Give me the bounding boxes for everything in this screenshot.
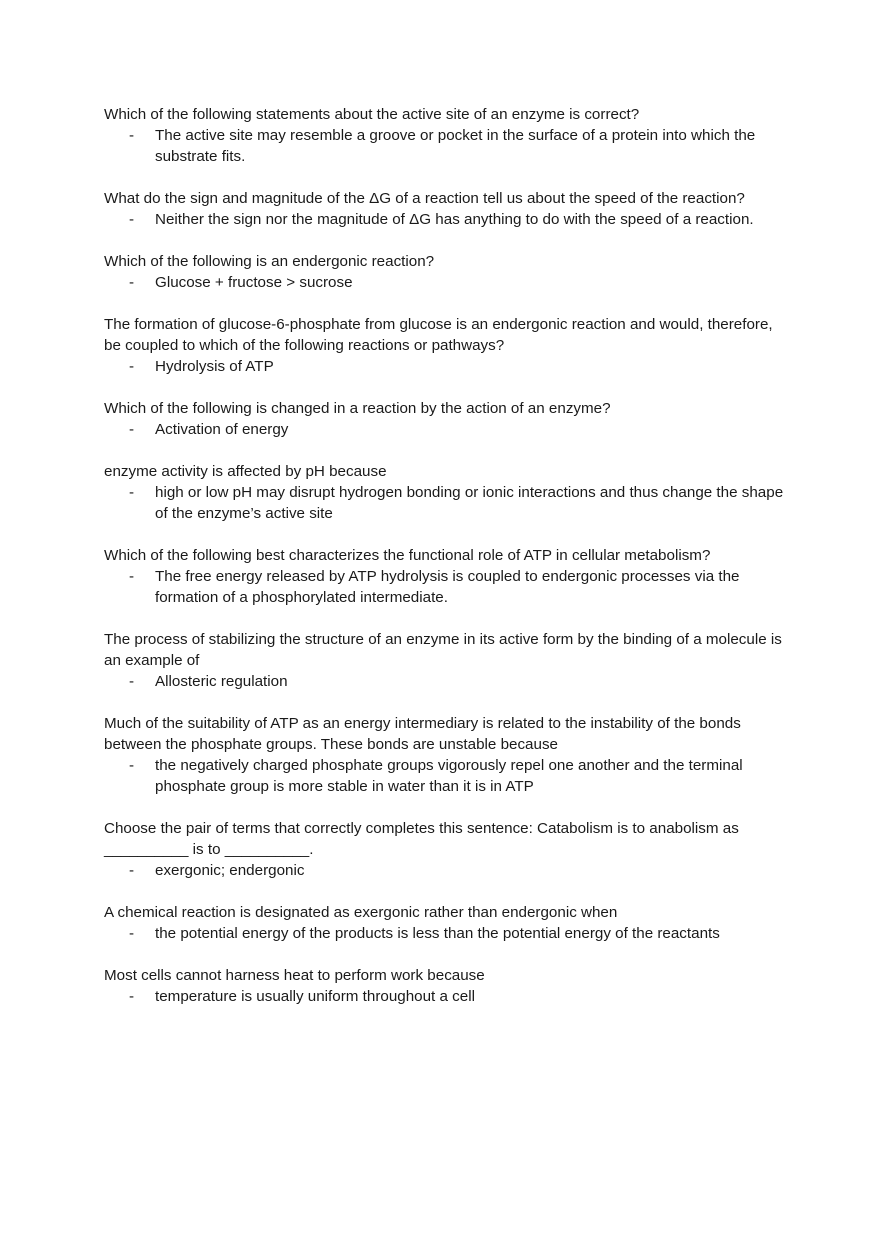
answer-item [104,482,784,524]
bullet-dash: - [129,421,135,438]
answer-text: Allosteric regulation [155,673,288,690]
answer-text: Activation of energy [155,421,289,438]
question-text: What do the sign and magnitude of the ΔG of a reaction tell us about the speed of the reaction? [104,190,745,207]
document-page [104,104,784,1028]
answer-item [104,923,784,944]
qa-item [104,104,784,167]
bullet-dash: - [129,274,135,291]
answer-text: high or low pH may disrupt hydrogen bonding or ionic interactions and thus change the shape of the enzyme’s active site [155,484,784,522]
question-text: Which of the following is changed in a reaction by the action of an enzyme? [104,400,611,417]
bullet-dash: - [129,358,135,375]
bullet-dash: - [129,925,135,942]
qa-item [104,713,784,797]
qa-item [104,461,784,524]
qa-item [104,314,784,377]
qa-item [104,902,784,944]
question-text: Which of the following is an endergonic reaction? [104,253,435,270]
answer-text: exergonic; endergonic [155,862,305,879]
qa-item [104,398,784,440]
question-text: Choose the pair of terms that correctly completes this sentence: Catabolism is to anabolism as __________ is to __________. [104,820,739,858]
answer-item [104,209,784,230]
qa-item [104,188,784,230]
answer-text: temperature is usually uniform throughout a cell [155,988,475,1005]
answer-text: Neither the sign nor the magnitude of ΔG has anything to do with the speed of a reaction. [155,211,754,228]
answer-item [104,419,784,440]
answer-text: Glucose + fructose > sucrose [155,274,353,291]
question-text: Most cells cannot harness heat to perform work because [104,967,485,984]
answer-text: the negatively charged phosphate groups vigorously repel one another and the terminal phosphate group is more stable in water than it is in ATP [155,757,743,795]
bullet-dash: - [129,127,135,144]
answer-text: the potential energy of the products is less than the potential energy of the reactants [155,925,720,942]
answer-item [104,356,784,377]
answer-item [104,860,784,881]
bullet-dash: - [129,484,135,501]
qa-item [104,818,784,881]
qa-item [104,251,784,293]
question-text: The formation of glucose-6-phosphate from glucose is an endergonic reaction and would, therefore, be coupled to which of the following reactions or pathways? [104,316,773,354]
bullet-dash: - [129,862,135,879]
bullet-dash: - [129,673,135,690]
question-text: Which of the following statements about the active site of an enzyme is correct? [104,106,640,123]
question-text: The process of stabilizing the structure of an enzyme in its active form by the binding of a molecule is an example of [104,631,782,669]
answer-item [104,986,784,1007]
answer-item [104,125,784,167]
answer-text: Hydrolysis of ATP [155,358,274,375]
answer-item [104,566,784,608]
question-text: Much of the suitability of ATP as an energy intermediary is related to the instability of the bonds between the phosphate groups. These bonds are unstable because [104,715,741,753]
answer-item [104,755,784,797]
question-text: enzyme activity is affected by pH because [104,463,387,480]
qa-item [104,965,784,1007]
bullet-dash: - [129,568,135,585]
answer-text: The active site may resemble a groove or pocket in the surface of a protein into which the substrate fits. [155,127,756,165]
answer-text: The free energy released by ATP hydrolysis is coupled to endergonic processes via the formation of a phosphorylated intermediate. [155,568,740,606]
qa-item [104,629,784,692]
question-text: A chemical reaction is designated as exergonic rather than endergonic when [104,904,618,921]
bullet-dash: - [129,211,135,228]
answer-item [104,671,784,692]
question-text: Which of the following best characterizes the functional role of ATP in cellular metabolism? [104,547,711,564]
bullet-dash: - [129,988,135,1005]
bullet-dash: - [129,757,135,774]
answer-item [104,272,784,293]
qa-item [104,545,784,608]
